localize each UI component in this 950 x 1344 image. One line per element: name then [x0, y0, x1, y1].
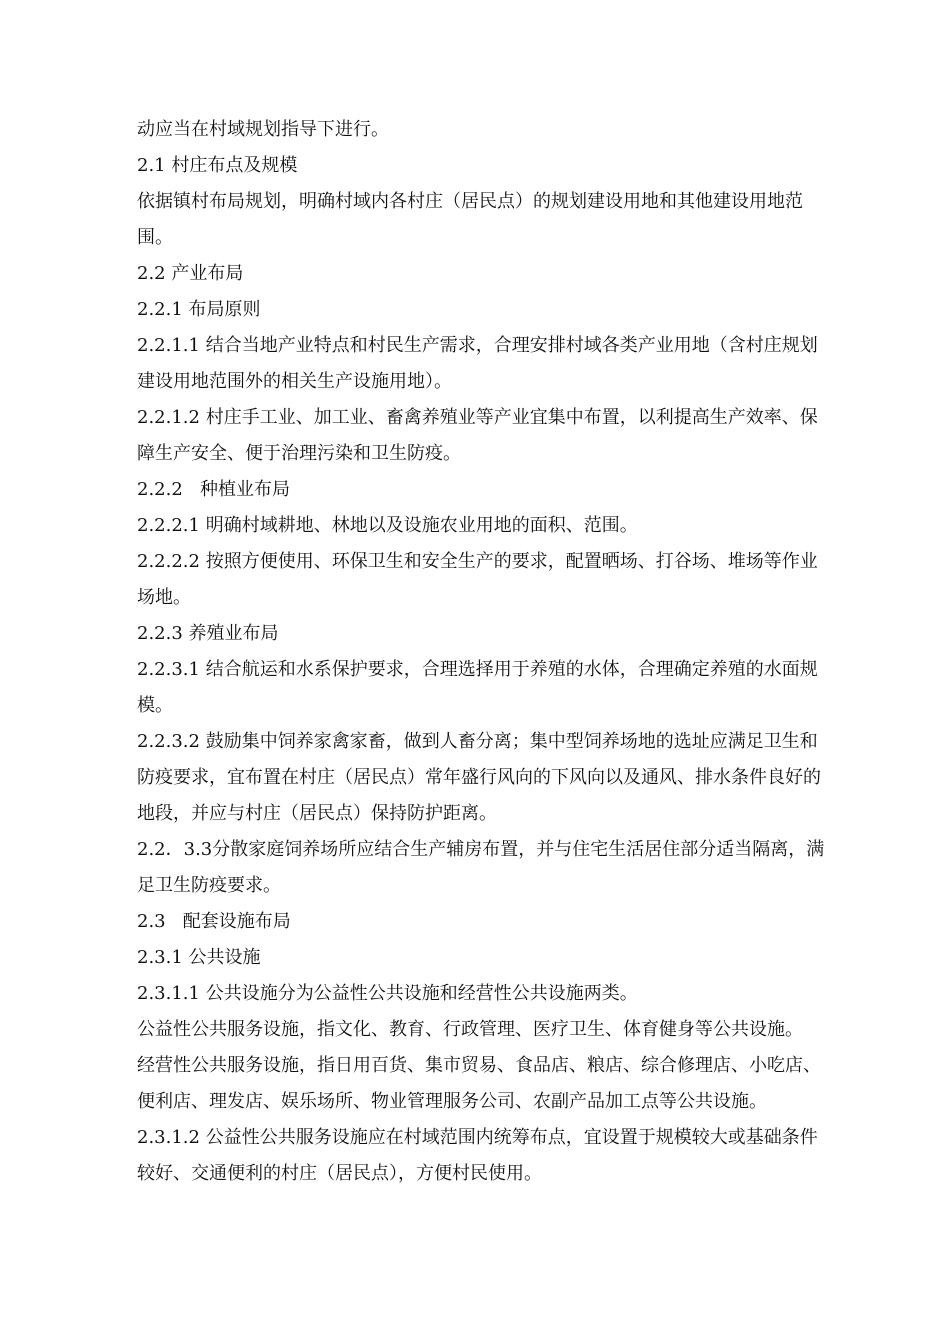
paragraph-continuation: 动应当在村域规划指导下进行。 — [137, 119, 389, 140]
heading-2-1: 2.1 村庄布点及规模 — [137, 155, 298, 176]
clause-2-2-2-1: 2.2.2.1 明确村域耕地、林地以及设施农业用地的面积、范围。 — [137, 515, 638, 536]
heading-2-2-2: 2.2.2 种植业布局 — [137, 479, 290, 500]
document-body — [137, 112, 827, 1192]
heading-2-3-1: 2.3.1 公共设施 — [137, 947, 261, 968]
clause-2-3-1-1: 2.3.1.1 公共设施分为公益性公共设施和经营性公共设施两类。 — [137, 983, 638, 1004]
heading-2-2: 2.2 产业布局 — [137, 263, 244, 284]
clause-2-2-3-3: 2.2．3.3分散家庭饲养场所应结合生产辅房布置，并与住宅生活居住部分适当隔离，满足卫生防疫要求。 — [137, 839, 825, 896]
heading-2-2-3: 2.2.3 养殖业布局 — [137, 623, 279, 644]
clause-2-3-1-2: 2.3.1.2 公益性公共服务设施应在村域范围内统筹布点，宜设置于规模较大或基础条件较好、交通便利的村庄（居民点），方便村民使用。 — [137, 1127, 818, 1184]
paragraph-commercial: 经营性公共服务设施，指日用百货、集市贸易、食品店、粮店、综合修理店、小吃店、便利店、理发店、娱乐场所、物业管理服务公司、农副产品加工点等公共设施。 — [137, 1055, 821, 1112]
clause-2-2-3-1: 2.2.3.1 结合航运和水系保护要求，合理选择用于养殖的水体，合理确定养殖的水面规模。 — [137, 659, 818, 716]
heading-2-3: 2.3 配套设施布局 — [137, 911, 291, 932]
clause-2-2-1-2: 2.2.1.2 村庄手工业、加工业、畜禽养殖业等产业宜集中布置，以利提高生产效率、保障生产安全、便于治理污染和卫生防疫。 — [137, 407, 818, 464]
paragraph: 依据镇村布局规划，明确村域内各村庄（居民点）的规划建设用地和其他建设用地范围。 — [137, 191, 803, 248]
paragraph-public-welfare: 公益性公共服务设施，指文化、教育、行政管理、医疗卫生、体育健身等公共设施。 — [137, 1019, 803, 1040]
clause-2-2-2-2: 2.2.2.2 按照方便使用、环保卫生和安全生产的要求，配置晒场、打谷场、堆场等作业场地。 — [137, 551, 818, 608]
clause-2-2-1-1: 2.2.1.1 结合当地产业特点和村民生产需求，合理安排村域各类产业用地（含村庄规划建设用地范围外的相关生产设施用地）。 — [137, 335, 818, 392]
clause-2-2-3-2: 2.2.3.2 鼓励集中饲养家禽家畜，做到人畜分离；集中型饲养场地的选址应满足卫生和防疫要求，宜布置在村庄（居民点）常年盛行风向的下风向以及通风、排水条件良好的地段，并应与村庄（居民点）保持防护距离。 — [137, 731, 821, 824]
heading-2-2-1: 2.2.1 布局原则 — [137, 299, 261, 320]
